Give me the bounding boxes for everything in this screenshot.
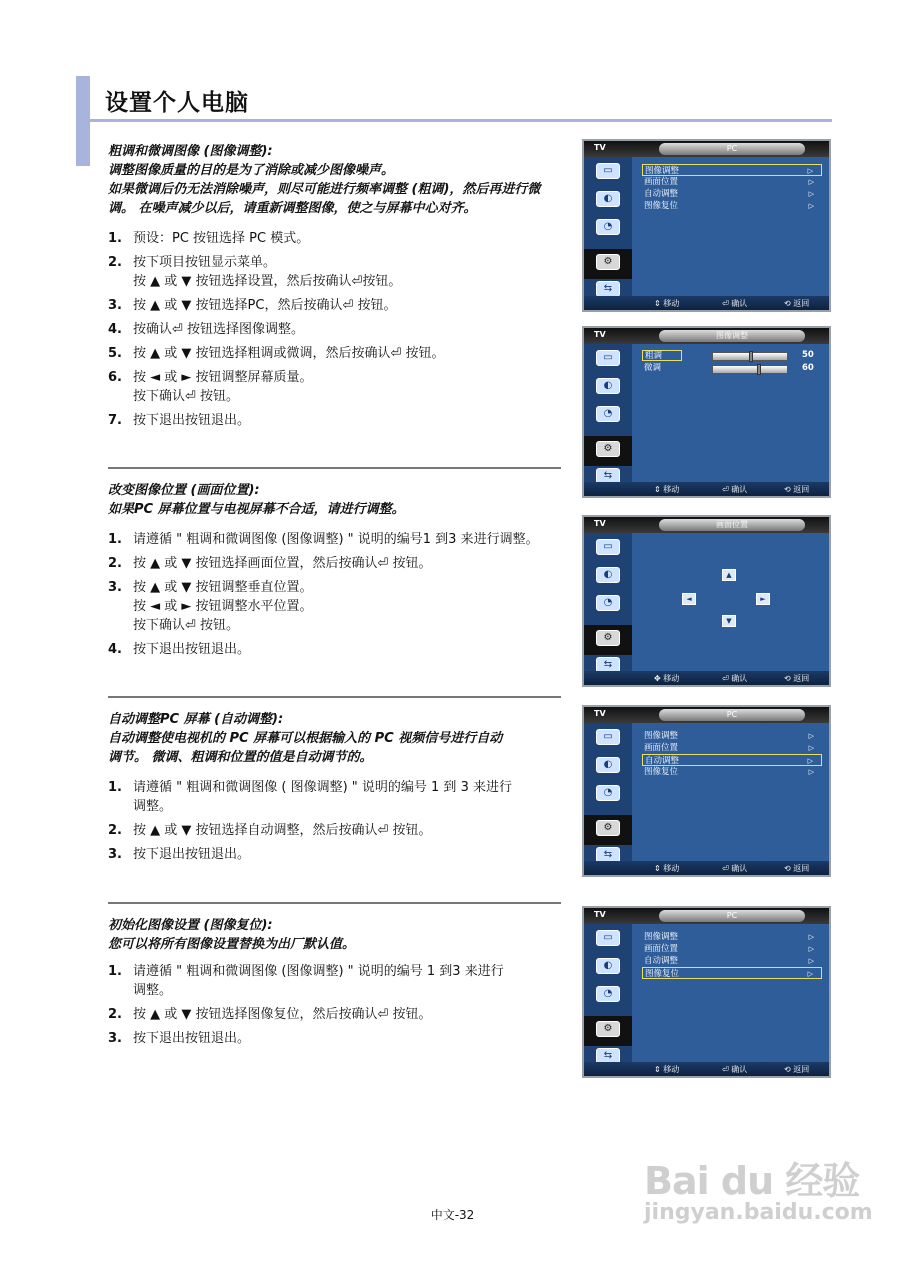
- step-text: 按下确认⏎ 按钮。: [133, 389, 240, 404]
- section-1-header: [108, 142, 568, 218]
- step-text: 按 ▲ 或 ▼ 按钮选择自动调整，然后按确认⏎ 按钮。: [133, 823, 432, 838]
- menu-item-label: 自动调整: [644, 189, 679, 199]
- setup-gear-icon[interactable]: ⚙: [596, 630, 620, 646]
- step-number: 6.: [108, 370, 122, 385]
- position-right-icon[interactable]: ►: [756, 593, 770, 605]
- move-hint: ⇕ 移动: [654, 1065, 680, 1074]
- tv-menu-image-adjust: [582, 326, 831, 498]
- step-number: 3.: [108, 298, 122, 313]
- section-3-header: [108, 710, 568, 767]
- section-2-steps: [108, 530, 563, 664]
- step-text: 按下退出按钮退出。: [133, 413, 251, 428]
- tv-label: TV: [594, 910, 606, 919]
- tv-menu-title: PC: [659, 143, 805, 155]
- menu-item[interactable]: [642, 943, 822, 955]
- tv-sidebar: [584, 723, 632, 861]
- slider-knob[interactable]: [749, 351, 753, 362]
- step-number: 4.: [108, 642, 122, 657]
- step: [108, 962, 563, 1000]
- menu-item[interactable]: [642, 967, 822, 979]
- tv-menu-footer: [584, 482, 829, 496]
- move-hint: ⇕ 移动: [654, 299, 680, 308]
- section-1-desc-line: 调整图像质量的目的是为了消除或减少图像噪声。: [108, 163, 395, 178]
- step-text: 请遵循 " 粗调和微调图像 ( 图像调整) " 说明的编号 1 到 3 来进行: [133, 780, 512, 795]
- step-text: 按 ▲ 或 ▼ 按钮选择画面位置，然后按确认⏎ 按钮。: [133, 556, 432, 571]
- menu-item[interactable]: [642, 176, 822, 188]
- watermark-logo-text: Bai du 经验: [644, 1159, 860, 1203]
- step-number: 1.: [108, 964, 122, 979]
- move-hint: ✥ 移动: [654, 674, 680, 683]
- section-1-heading: 粗调和微调图像 (图像调整):: [108, 144, 273, 159]
- picture-icon[interactable]: ▭: [596, 163, 620, 179]
- tv-menu-header: [584, 141, 829, 157]
- section-4-steps: [108, 962, 563, 1053]
- menu-item[interactable]: [642, 931, 822, 943]
- return-hint: ⟲ 返回: [784, 485, 810, 494]
- position-left-icon[interactable]: ◄: [682, 593, 696, 605]
- step-number: 2.: [108, 823, 122, 838]
- submenu-arrow-icon: ▷: [807, 167, 813, 175]
- step-text: 按 ◄ 或 ► 按钮调整水平位置。: [133, 599, 313, 614]
- tv-menu-footer: [584, 296, 829, 310]
- step-number: 4.: [108, 322, 122, 337]
- submenu-arrow-icon: ▷: [807, 757, 813, 765]
- step-number: 3.: [108, 847, 122, 862]
- sound-icon[interactable]: ◐: [596, 191, 620, 207]
- menu-item-label: 图像调整: [644, 731, 679, 741]
- step-text: 按下退出按钮退出。: [133, 847, 251, 862]
- picture-icon[interactable]: ▭: [596, 729, 620, 745]
- step-text: 按 ▲ 或 ▼ 按钮选择图像复位，然后按确认⏎ 按钮。: [133, 1007, 432, 1022]
- menu-item[interactable]: [642, 164, 822, 176]
- submenu-arrow-icon: ▷: [807, 970, 813, 978]
- tv-menu-pc-auto: [582, 705, 831, 877]
- return-hint: ⟲ 返回: [784, 864, 810, 873]
- step-text: 按下确认⏎ 按钮。: [133, 618, 240, 633]
- tv-menu-header: [584, 908, 829, 924]
- submenu-arrow-icon: ▷: [808, 178, 814, 186]
- tv-label: TV: [594, 143, 606, 152]
- tv-sidebar: [584, 924, 632, 1062]
- step: [108, 640, 563, 659]
- step: [108, 578, 563, 635]
- section-3-heading: 自动调整PC 屏幕 (自动调整):: [108, 712, 284, 727]
- channel-icon[interactable]: ◔: [596, 595, 620, 611]
- step-number: 1.: [108, 780, 122, 795]
- step: [108, 229, 563, 248]
- tv-menu-pc-1: [582, 139, 831, 312]
- fine-label[interactable]: 微调: [644, 363, 662, 373]
- tv-menu-header: [584, 328, 829, 344]
- sound-icon[interactable]: ◐: [596, 958, 620, 974]
- step: [108, 296, 563, 315]
- channel-icon[interactable]: ◔: [596, 986, 620, 1002]
- submenu-arrow-icon: ▷: [808, 933, 814, 941]
- coarse-label[interactable]: 粗调: [642, 350, 682, 361]
- step: [108, 1029, 563, 1048]
- coarse-slider[interactable]: [712, 352, 788, 361]
- picture-icon[interactable]: ▭: [596, 930, 620, 946]
- input-icon[interactable]: ⇆: [596, 847, 620, 863]
- input-icon[interactable]: ⇆: [596, 1048, 620, 1064]
- step-text: 按下退出按钮退出。: [133, 1031, 251, 1046]
- section-2-header: [108, 481, 568, 519]
- tv-label: TV: [594, 330, 606, 339]
- fine-slider[interactable]: [712, 365, 788, 374]
- tv-label: TV: [594, 709, 606, 718]
- section-divider: [108, 902, 561, 904]
- section-divider: [108, 696, 561, 698]
- setup-gear-icon[interactable]: ⚙: [596, 254, 620, 270]
- tv-menu-pc-reset: [582, 906, 831, 1078]
- section-3-desc-line: 自动调整使电视机的 PC 屏幕可以根据输入的 PC 视频信号进行自动: [108, 731, 503, 746]
- section-1-steps: [108, 229, 563, 435]
- tv-menu-header: [584, 517, 829, 533]
- setup-gear-icon[interactable]: ⚙: [596, 1021, 620, 1037]
- channel-icon[interactable]: ◔: [596, 785, 620, 801]
- step: [108, 845, 563, 864]
- enter-hint: ⏎ 确认: [722, 674, 748, 683]
- menu-item[interactable]: [642, 955, 822, 967]
- step-number: 2.: [108, 556, 122, 571]
- step: [108, 411, 563, 430]
- slider-knob[interactable]: [757, 364, 761, 375]
- menu-item[interactable]: [642, 188, 822, 200]
- step-number: 2.: [108, 1007, 122, 1022]
- channel-icon[interactable]: ◔: [596, 219, 620, 235]
- tv-menu-footer: [584, 861, 829, 875]
- step-text: 按下项目按钮显示菜单。: [133, 255, 277, 270]
- fine-value: 60: [802, 363, 814, 373]
- return-hint: ⟲ 返回: [784, 674, 810, 683]
- picture-icon[interactable]: ▭: [596, 350, 620, 366]
- baidu-watermark: [644, 1150, 873, 1225]
- step-text: 按 ▲ 或 ▼ 按钮调整垂直位置。: [133, 580, 313, 595]
- tv-menu-title: 图像调整: [659, 330, 805, 342]
- enter-hint: ⏎ 确认: [722, 485, 748, 494]
- menu-item-label: 画面位置: [644, 944, 679, 954]
- step: [108, 320, 563, 339]
- page-title: 设置个人电脑: [105, 90, 249, 116]
- setup-gear-icon[interactable]: ⚙: [596, 820, 620, 836]
- submenu-arrow-icon: ▷: [808, 957, 814, 965]
- move-hint: ⇕ 移动: [654, 485, 680, 494]
- tv-menu-image-position: [582, 515, 831, 687]
- sound-icon[interactable]: ◐: [596, 378, 620, 394]
- tv-sidebar: [584, 157, 632, 296]
- section-divider: [108, 467, 561, 469]
- submenu-arrow-icon: ▷: [808, 732, 814, 740]
- submenu-arrow-icon: ▷: [808, 945, 814, 953]
- submenu-arrow-icon: ▷: [808, 744, 814, 752]
- setup-gear-icon[interactable]: ⚙: [596, 441, 620, 457]
- section-1-desc-line: 如果微调后仍无法消除噪声，则尽可能进行频率调整 (粗调)，然后再进行微: [108, 182, 541, 197]
- step-number: 7.: [108, 413, 122, 428]
- input-icon[interactable]: ⇆: [596, 657, 620, 673]
- step-text: 按 ▲ 或 ▼ 按钮选择PC，然后按确认⏎ 按钮。: [133, 298, 397, 313]
- return-hint: ⟲ 返回: [784, 299, 810, 308]
- step-number: 3.: [108, 1031, 122, 1046]
- step: [108, 368, 563, 406]
- step: [108, 554, 563, 573]
- return-hint: ⟲ 返回: [784, 1065, 810, 1074]
- input-icon[interactable]: ⇆: [596, 468, 620, 484]
- step-text: 调整。: [133, 799, 173, 814]
- section-2-heading: 改变图像位置 (画面位置):: [108, 483, 260, 498]
- channel-icon[interactable]: ◔: [596, 406, 620, 422]
- tv-menu-title: PC: [659, 910, 805, 922]
- menu-item-label: 图像复位: [645, 969, 680, 979]
- sound-icon[interactable]: ◐: [596, 567, 620, 583]
- submenu-arrow-icon: ▷: [808, 768, 814, 776]
- tv-menu-title: 画面位置: [659, 519, 805, 531]
- enter-hint: ⏎ 确认: [722, 299, 748, 308]
- step-text: 调整。: [133, 983, 173, 998]
- step-text: 预设：PC 按钮选择 PC 模式。: [133, 231, 310, 246]
- step-text: 请遵循 " 粗调和微调图像 (图像调整) " 说明的编号1 到3 来进行调整。: [133, 532, 539, 547]
- section-4-desc-line: 您可以将所有图像设置替换为出厂默认值。: [108, 937, 356, 952]
- enter-hint: ⏎ 确认: [722, 864, 748, 873]
- menu-item[interactable]: [642, 730, 822, 742]
- step: [108, 344, 563, 363]
- section-3-steps: [108, 778, 563, 869]
- submenu-arrow-icon: ▷: [808, 202, 814, 210]
- position-up-icon[interactable]: ▲: [722, 569, 736, 581]
- menu-item-label: 自动调整: [645, 756, 680, 766]
- step: [108, 778, 563, 816]
- input-icon[interactable]: ⇆: [596, 281, 620, 297]
- section-2-desc-line: 如果PC 屏幕位置与电视屏幕不合适，请进行调整。: [108, 502, 405, 517]
- coarse-value: 50: [802, 350, 814, 360]
- tv-menu-header: [584, 707, 829, 723]
- section-1-desc-line: 调。 在噪声减少以后，请重新调整图像，使之与屏幕中心对齐。: [108, 201, 477, 216]
- step: [108, 530, 563, 549]
- step-text: 请遵循 " 粗调和微调图像 (图像调整) " 说明的编号 1 到3 来进行: [133, 964, 504, 979]
- menu-item-label: 图像复位: [644, 201, 679, 211]
- menu-item-label: 画面位置: [644, 743, 679, 753]
- tv-sidebar: [584, 344, 632, 482]
- menu-item-label: 图像复位: [644, 767, 679, 777]
- watermark-url: jingyan.baidu.com: [644, 1200, 873, 1225]
- menu-item[interactable]: [642, 766, 822, 778]
- step: [108, 821, 563, 840]
- section-4-header: [108, 916, 568, 954]
- enter-hint: ⏎ 确认: [722, 1065, 748, 1074]
- tv-label: TV: [594, 519, 606, 528]
- submenu-arrow-icon: ▷: [808, 190, 814, 198]
- step-text: 按确认⏎ 按钮选择图像调整。: [133, 322, 305, 337]
- step-number: 1.: [108, 231, 122, 246]
- tv-sidebar: [584, 533, 632, 671]
- tv-menu-footer: [584, 1062, 829, 1076]
- step-text: 按 ▲ 或 ▼ 按钮选择设置，然后按确认⏎按钮。: [133, 274, 402, 289]
- tv-menu-title: PC: [659, 709, 805, 721]
- step: [108, 253, 563, 291]
- step-number: 2.: [108, 255, 122, 270]
- menu-item-label: 画面位置: [644, 177, 679, 187]
- title-rule: [90, 119, 832, 122]
- title-accent-bar: [76, 76, 90, 166]
- menu-item-label: 自动调整: [644, 956, 679, 966]
- menu-item[interactable]: [642, 754, 822, 766]
- menu-item[interactable]: [642, 742, 822, 754]
- menu-item-label: 图像调整: [644, 932, 679, 942]
- step-number: 3.: [108, 580, 122, 595]
- section-4-heading: 初始化图像设置 (图像复位):: [108, 918, 273, 933]
- step-text: 按 ◄ 或 ► 按钮调整屏幕质量。: [133, 370, 313, 385]
- menu-item[interactable]: [642, 200, 822, 212]
- step-number: 5.: [108, 346, 122, 361]
- menu-item-label: 图像调整: [645, 166, 680, 176]
- step-text: 按 ▲ 或 ▼ 按钮选择粗调或微调，然后按确认⏎ 按钮。: [133, 346, 445, 361]
- sound-icon[interactable]: ◐: [596, 757, 620, 773]
- step-text: 按下退出按钮退出。: [133, 642, 251, 657]
- picture-icon[interactable]: ▭: [596, 539, 620, 555]
- step: [108, 1005, 563, 1024]
- section-3-desc-line: 调节。 微调、粗调和位置的值是自动调节的。: [108, 750, 373, 765]
- move-hint: ⇕ 移动: [654, 864, 680, 873]
- position-down-icon[interactable]: ▼: [722, 615, 736, 627]
- step-number: 1.: [108, 532, 122, 547]
- tv-menu-footer: [584, 671, 829, 685]
- page-number: 中文-32: [430, 1208, 475, 1222]
